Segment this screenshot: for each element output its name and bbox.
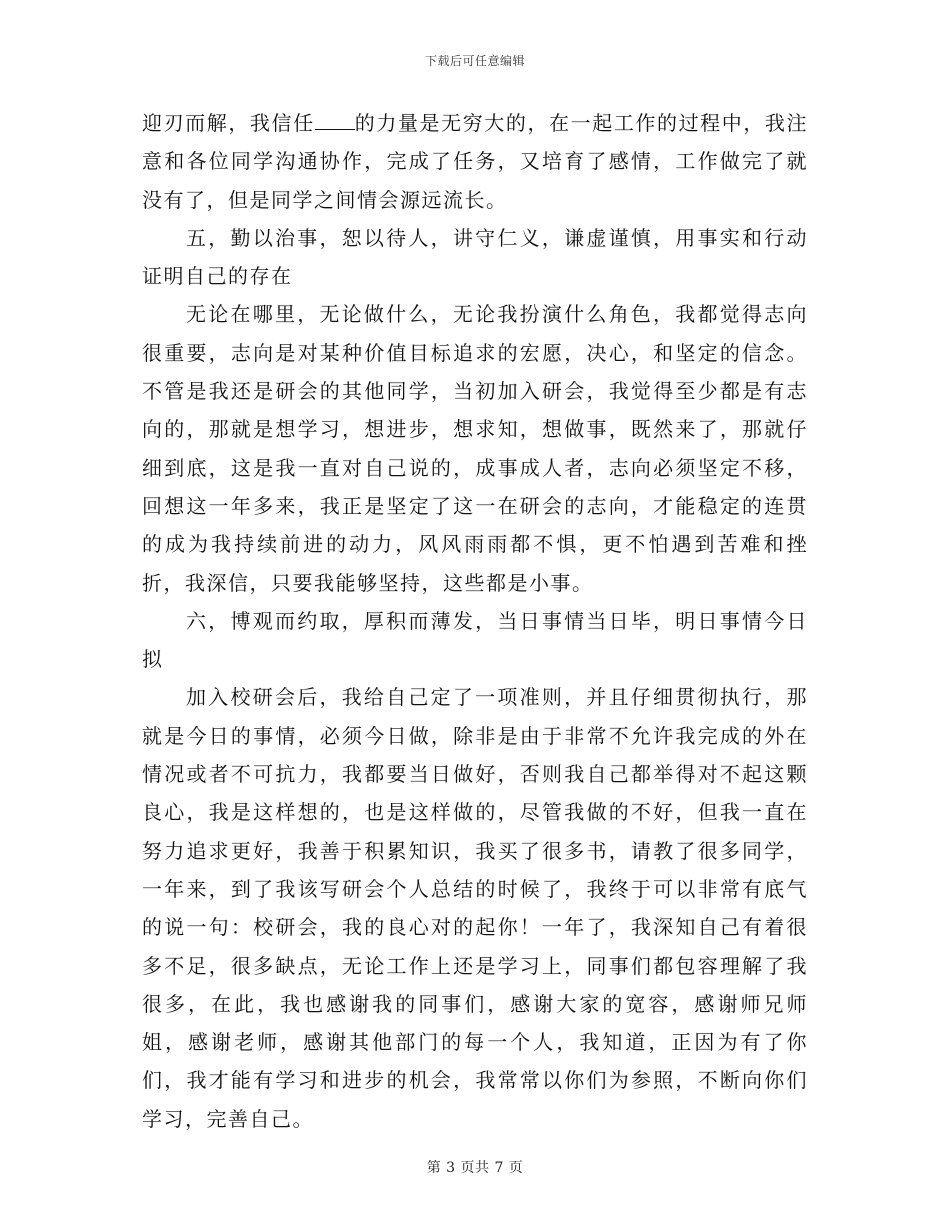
paragraph-ambition: 无论在哪里，无论做什么，无论我扮演什么角色，我都觉得志向很重要，志向是对某种价值目标追求的宏愿，决心，和坚定的信念。不管是我还是研会的其他同学，当初加入研会，我觉得至少都是有志向的，那就是想学习，想进步，想求知，想做事，既然来了，那就仔细到底，这是我一直对自己说的，成事成人者，志向必须坚定不移，回想这一年多来，我正是坚定了这一在研会的志向，才能稳定的连贯的成为我持续前进的动力，风风雨雨都不惧，更不怕遇到苦难和挫折，我深信，只要我能够坚持，这些都是小事。 (142, 302, 808, 595)
paragraph-text-after-blank: 的力量是无穷大的，在一起工作的过程中，我注意和各位同学沟通协作，完成了任务，又培育了感情，工作做完了就没有了，但是同学之间情会源远流长。 (142, 111, 809, 212)
page-footer: 第 3 页共 7 页 (426, 1160, 524, 1176)
document-body (142, 104, 808, 1138)
fill-in-blank (315, 111, 355, 130)
section-heading-five: 五，勤以治事，恕以待人，讲守仁义，谦虚谨慎，用事实和行动证明自己的存在 (142, 225, 808, 289)
section-heading-six: 六，博观而约取，厚积而薄发，当日事情当日毕，明日事情今日拟 (142, 608, 808, 672)
paragraph-continuation (142, 104, 808, 219)
page-header: 下载后可任意编辑 (424, 54, 525, 68)
paragraph-text-before-blank: 迎刃而解，我信任 (142, 111, 315, 135)
paragraph-daily-tasks: 加入校研会后，我给自己定了一项准则，并且仔细贯彻执行，那就是今日的事情，必须今日做，除非是由于非常不允许我完成的外在情况或者不可抗力，我都要当日做好，否则我自己都举得对不起这颗良心，我是这样想的，也是这样做的，尽管我做的不好，但我一直在努力追求更好，我善于积累知识，我买了很多书，请教了很多同学，一年来，到了我该写研会个人总结的时候了，我终于可以非常有底气的说一句：校研会，我的良心对的起你！一年了，我深知自己有着很多不足，很多缺点，无论工作上还是学习上，同事们都包容理解了我很多，在此，我也感谢我的同事们，感谢大家的宽容，感谢师兄师姐，感谢老师，感谢其他部门的每一个人，我知道，正因为有了你们，我才能有学习和进步的机会，我常常以你们为参照，不断向你们学习，完善自己。 (142, 685, 808, 1131)
